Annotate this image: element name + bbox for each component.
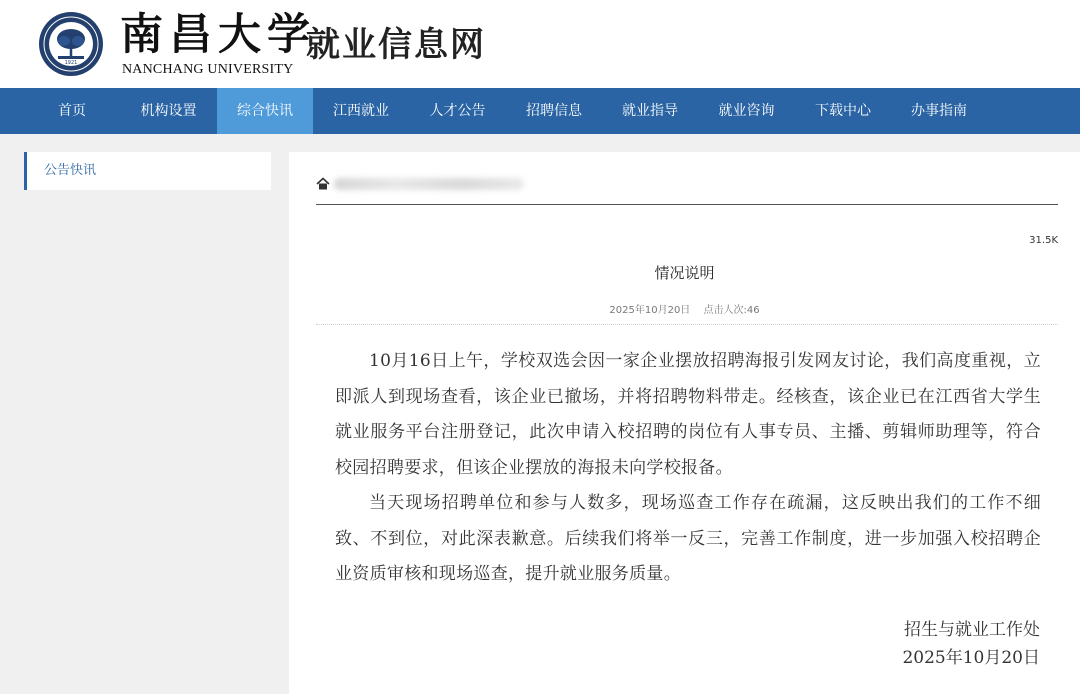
- sidebar: [24, 152, 271, 190]
- sidebar-item-announcements[interactable]: 公告快讯: [44, 163, 97, 178]
- svg-text:1921: 1921: [64, 60, 78, 66]
- signature-org: 招生与就业工作处: [904, 620, 1040, 640]
- breadcrumb: [316, 174, 546, 194]
- signature-date: 2025年10月20日: [902, 648, 1040, 668]
- main-nav: [0, 88, 1080, 134]
- nav-item-downloads[interactable]: 下载中心: [815, 103, 871, 119]
- site-header: [0, 0, 1080, 88]
- article-paragraph: 10月16日上午，学校双选会因一家企业摆放招聘海报引发网友讨论，我们高度重视，立即派人到现场查看，该企业已撤场，并将招聘物料带走。经核查，该企业已在江西省大学生就业服务平台注册登记，此次申请入校招聘的岗位有人事专员、主播、剪辑师助理等，符合校园招聘要求，但该企业摆放的海报未向学校报备。: [335, 351, 1041, 478]
- nav-item-jiangxi-jobs[interactable]: 江西就业: [333, 103, 389, 119]
- article-meta: [289, 301, 1080, 316]
- meta-divider: [316, 324, 1058, 325]
- article-date: 2025年10月20日: [609, 305, 691, 316]
- breadcrumb-blurred-path: [334, 178, 524, 190]
- university-seal-logo[interactable]: [38, 11, 104, 77]
- breadcrumb-divider: [316, 204, 1058, 205]
- nav-item-career-consulting[interactable]: 就业咨询: [718, 103, 775, 119]
- article-views: 点击人次:46: [703, 305, 760, 316]
- site-title: 就业信息网: [306, 25, 486, 65]
- article-body: [335, 344, 1041, 593]
- article-title: 情况说明: [654, 264, 715, 282]
- article-paragraph: 当天现场招聘单位和参与人数多，现场巡查工作存在疏漏，这反映出我们的工作不细致、不到位，对此深表歉意。后续我们将举一反三，完善工作制度，进一步加强入校招聘企业资质审核和现场巡查，提升就业服务质量。: [335, 493, 1041, 584]
- university-name-english: NANCHANG UNIVERSITY: [122, 62, 294, 77]
- home-icon[interactable]: [316, 177, 330, 191]
- article-panel: [289, 152, 1080, 694]
- university-name-chinese: 南昌大学: [120, 10, 316, 60]
- file-size: 31.5K: [1029, 235, 1058, 246]
- nav-item-talent-notices[interactable]: 人才公告: [429, 103, 486, 119]
- nav-item-career-guidance[interactable]: 就业指导: [622, 103, 678, 119]
- nav-item-news[interactable]: 综合快讯: [217, 88, 313, 134]
- nav-item-organization[interactable]: 机构设置: [140, 103, 197, 119]
- nav-item-service-guide[interactable]: 办事指南: [911, 103, 967, 119]
- nav-item-recruitment[interactable]: 招聘信息: [526, 103, 582, 119]
- nav-item-home[interactable]: 首页: [58, 103, 86, 119]
